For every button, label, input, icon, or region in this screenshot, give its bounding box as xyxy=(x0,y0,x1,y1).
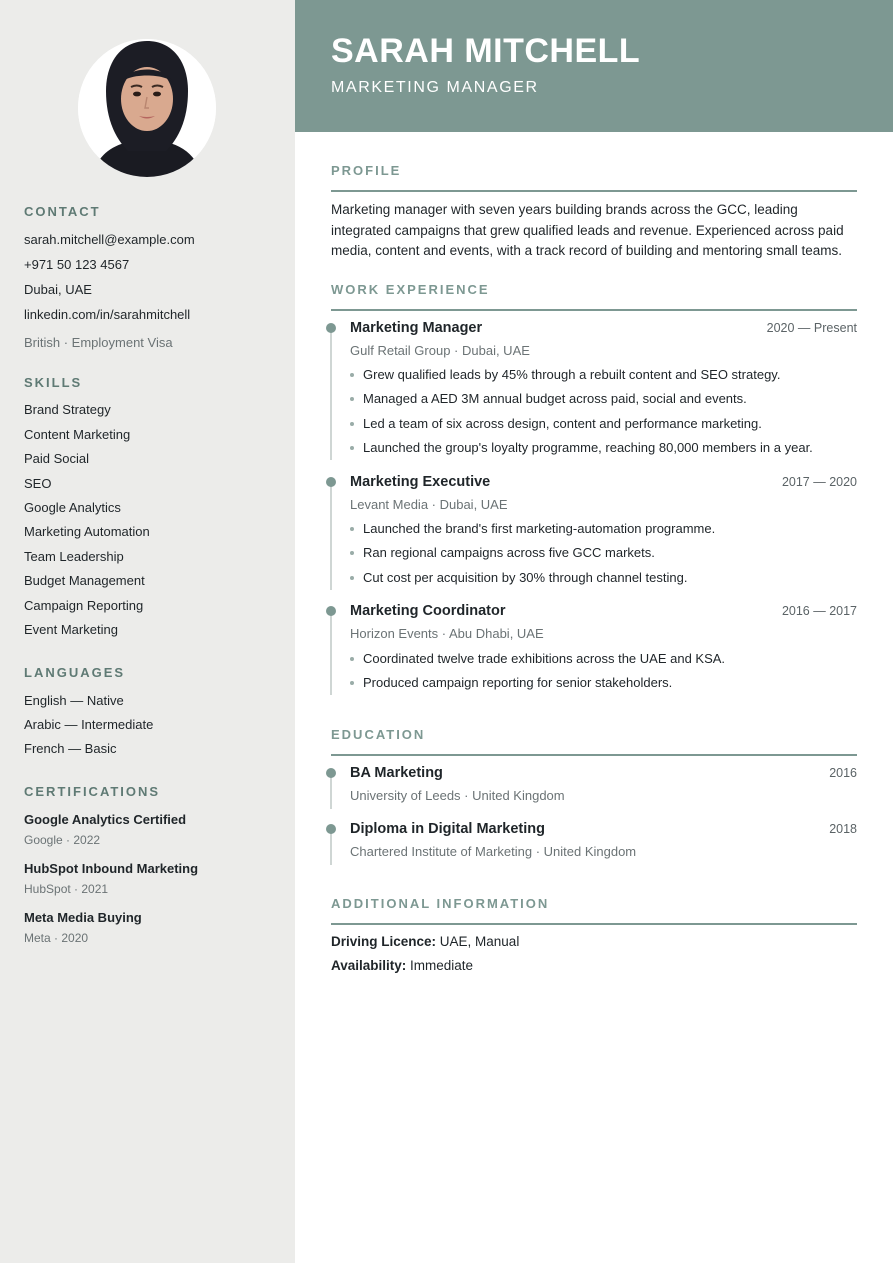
bullet-dot-icon xyxy=(350,373,354,377)
section-divider xyxy=(331,754,857,756)
contact-heading: CONTACT xyxy=(24,204,101,219)
driving-licence: Driving Licence: UAE, Manual xyxy=(331,934,520,949)
candidate-title: MARKETING MANAGER xyxy=(331,79,539,96)
job-dates: 2020 — Present xyxy=(766,321,857,335)
timeline-line xyxy=(330,480,332,590)
section-divider xyxy=(331,309,857,311)
skill-item: Team Leadership xyxy=(24,549,124,564)
cert-title: Meta Media Buying xyxy=(24,910,142,925)
job-bullet: Managed a AED 3M annual budget across paid, social and events. xyxy=(350,391,747,406)
education-heading: EDUCATION xyxy=(331,727,426,742)
job-bullet: Led a team of six across design, content and performance marketing. xyxy=(350,416,762,431)
education-school: Chartered Institute of Marketing · United Kingdom xyxy=(350,844,637,859)
bullet-dot-icon xyxy=(350,397,354,401)
bullet-dot-icon xyxy=(350,551,354,555)
section-divider xyxy=(331,923,857,925)
sidebar xyxy=(0,0,295,1263)
job-bullet: Launched the group's loyalty programme, reaching 80,000 members in a year. xyxy=(350,440,813,455)
timeline-line xyxy=(330,326,332,460)
skill-item: Budget Management xyxy=(24,573,145,588)
cert-issuer: Google · 2022 xyxy=(24,833,101,847)
additional-heading: ADDITIONAL INFORMATION xyxy=(331,896,550,911)
job-role: Marketing Coordinator xyxy=(350,603,506,619)
skill-item: Campaign Reporting xyxy=(24,598,144,613)
skills-heading: SKILLS xyxy=(24,375,83,390)
bullet-dot-icon xyxy=(350,527,354,531)
education-degree: Diploma in Digital Marketing xyxy=(350,821,545,837)
candidate-name: SARAH MITCHELL xyxy=(331,32,641,70)
skill-item: Event Marketing xyxy=(24,622,118,637)
job-role: Marketing Manager xyxy=(350,320,483,336)
skill-item: Marketing Automation xyxy=(24,524,150,539)
bullet-dot-icon xyxy=(350,422,354,426)
timeline-dot xyxy=(326,477,336,487)
education-degree: BA Marketing xyxy=(350,765,443,781)
job-org: Horizon Events · Abu Dhabi, UAE xyxy=(350,626,544,641)
skill-item: Content Marketing xyxy=(24,427,131,442)
language-item: French — Basic xyxy=(24,741,117,756)
bullet-dot-icon xyxy=(350,446,354,450)
skill-item: Brand Strategy xyxy=(24,402,111,417)
skill-item: SEO xyxy=(24,476,52,491)
job-bullet: Launched the brand's first marketing-automation programme. xyxy=(350,521,715,536)
language-item: English — Native xyxy=(24,693,124,708)
skill-item: Google Analytics xyxy=(24,500,121,515)
header-banner xyxy=(295,0,893,132)
bullet-dot-icon xyxy=(350,576,354,580)
timeline-line xyxy=(330,609,332,695)
education-year: 2018 xyxy=(829,822,857,836)
job-org: Gulf Retail Group · Dubai, UAE xyxy=(350,343,530,358)
avatar-portrait-icon xyxy=(78,39,216,177)
contact-phone[interactable]: +971 50 123 4567 xyxy=(24,257,130,272)
job-dates: 2017 — 2020 xyxy=(781,475,857,489)
job-org: Levant Media · Dubai, UAE xyxy=(350,497,508,512)
skill-item: Paid Social xyxy=(24,451,90,466)
education-year: 2016 xyxy=(829,766,857,780)
education-school: University of Leeds · United Kingdom xyxy=(350,788,565,803)
timeline-dot xyxy=(326,768,336,778)
job-bullet: Cut cost per acquisition by 30% through channel testing. xyxy=(350,570,687,585)
profile-heading: PROFILE xyxy=(331,163,402,178)
contact-linkedin[interactable]: linkedin.com/in/sarahmitchell xyxy=(24,307,191,322)
contact-status: British · Employment Visa xyxy=(24,335,173,350)
main-content xyxy=(295,0,893,1263)
timeline-dot xyxy=(326,606,336,616)
bullet-dot-icon xyxy=(350,657,354,661)
cert-issuer: HubSpot · 2021 xyxy=(24,882,109,896)
profile-summary: Marketing manager with seven years building brands across the GCC, leading integrated campaigns that grew qualified leads and revenue. Experienced across paid media, content and events, with a track record of building and mentoring small teams. xyxy=(331,202,844,258)
job-bullet: Coordinated twelve trade exhibitions across the UAE and KSA. xyxy=(350,651,725,666)
cert-title: Google Analytics Certified xyxy=(24,812,187,827)
timeline-dot xyxy=(326,323,336,333)
job-bullet: Produced campaign reporting for senior stakeholders. xyxy=(350,675,672,690)
contact-email[interactable]: sarah.mitchell@example.com xyxy=(24,232,195,247)
certifications-heading: CERTIFICATIONS xyxy=(24,784,161,799)
job-dates: 2016 — 2017 xyxy=(781,604,857,618)
cert-title: HubSpot Inbound Marketing xyxy=(24,861,199,876)
section-divider xyxy=(331,190,857,192)
cert-issuer: Meta · 2020 xyxy=(24,931,89,945)
bullet-dot-icon xyxy=(350,681,354,685)
experience-heading: WORK EXPERIENCE xyxy=(331,282,490,297)
job-bullet: Grew qualified leads by 45% through a rebuilt content and SEO strategy. xyxy=(350,367,780,382)
language-item: Arabic — Intermediate xyxy=(24,717,154,732)
job-bullet: Ran regional campaigns across five GCC markets. xyxy=(350,545,655,560)
availability: Availability: Immediate xyxy=(331,958,474,973)
contact-location: Dubai, UAE xyxy=(24,282,92,297)
profile-photo xyxy=(78,39,216,177)
job-role: Marketing Executive xyxy=(350,474,491,490)
languages-heading: LANGUAGES xyxy=(24,665,126,680)
timeline-dot xyxy=(326,824,336,834)
